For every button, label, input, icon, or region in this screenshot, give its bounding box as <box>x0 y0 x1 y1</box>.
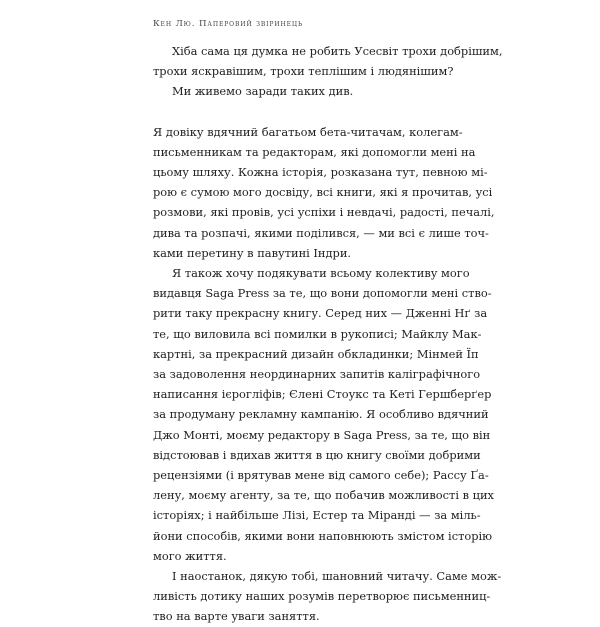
text-line: ками перетину в павутині Індри. <box>153 245 352 260</box>
paragraph <box>153 81 446 101</box>
text-line: видавця Saga Press за те, що вони допомогли мені ство- <box>153 286 492 301</box>
text-line: розмови, які провів, усі успіхи і невдачі, радості, печалі, <box>153 205 495 220</box>
text-line: Я також хочу подякувати всьому колективу мого <box>172 266 470 281</box>
text-line: йони способів, якими вони наповнюють змістом історію <box>153 528 493 543</box>
text-line: Джо Монті, моєму редактору в Saga Press, за те, що він <box>153 427 491 442</box>
text-line: історіях; і найбільше Лізі, Естер та Міранді — за міль- <box>153 508 481 523</box>
paragraph-gap <box>153 102 446 122</box>
paragraph <box>153 566 502 627</box>
text-line: І наостанок, дякую тобі, шановний читачу. Саме мож- <box>172 569 502 584</box>
text-line: трохи яскравішим, трохи теплішим і людянішим? <box>153 64 454 79</box>
text-line: написання ієрогліфів; Єлені Стоукс та Кеті Гершберґер <box>153 387 492 402</box>
text-line: Я довіку вдячний багатьом бета-читачам, колегам- <box>153 124 463 139</box>
text-line: Хіба сама ця думка не робить Усесвіт трохи добрішим, <box>172 44 503 58</box>
text-line: дива та розпачі, якими поділився, — ми всі є лише точ- <box>153 225 489 240</box>
paragraph <box>153 41 503 81</box>
paragraph <box>153 122 495 263</box>
text-line: за продуману рекламну кампанію. Я особливо вдячний <box>153 407 489 422</box>
running-head: Кен Лю. Паперовий звіринець <box>153 19 303 29</box>
text-line: рецензіями (і врятував мене від самого себе); Рассу Ґа- <box>153 468 489 483</box>
text-line: картні, за прекрасний дизайн обкладинки; Мінмей Їп <box>153 346 479 361</box>
body-text <box>153 41 503 627</box>
text-line: Ми живемо заради таких див. <box>172 84 354 99</box>
paragraph <box>153 263 494 566</box>
text-line: те, що виловила всі помилки в рукописі; Майклу Мак- <box>153 326 482 341</box>
text-line: тво на варте уваги заняття. <box>153 609 320 624</box>
text-line: цьому шляху. Кожна історія, розказана тут, певною мі- <box>153 165 488 180</box>
text-line: відстоював і вдихав життя в цю книгу своїми добрими <box>153 447 481 462</box>
text-line: рити таку прекрасну книгу. Серед них — Дженні Нґ за <box>153 306 488 321</box>
text-line: рою є сумою мого досвіду, всі книги, які я прочитав, усі <box>153 185 493 200</box>
text-line: лену, моєму агенту, за те, що побачив можливості в цих <box>153 488 494 503</box>
text-line: мого життя. <box>153 548 227 563</box>
text-line: за задоволення неординарних запитів каліграфічного <box>153 367 481 382</box>
text-line: ливість дотику наших розумів перетворює письменниц- <box>153 589 491 604</box>
text-line: письменникам та редакторам, які допомогли мені на <box>153 144 476 159</box>
